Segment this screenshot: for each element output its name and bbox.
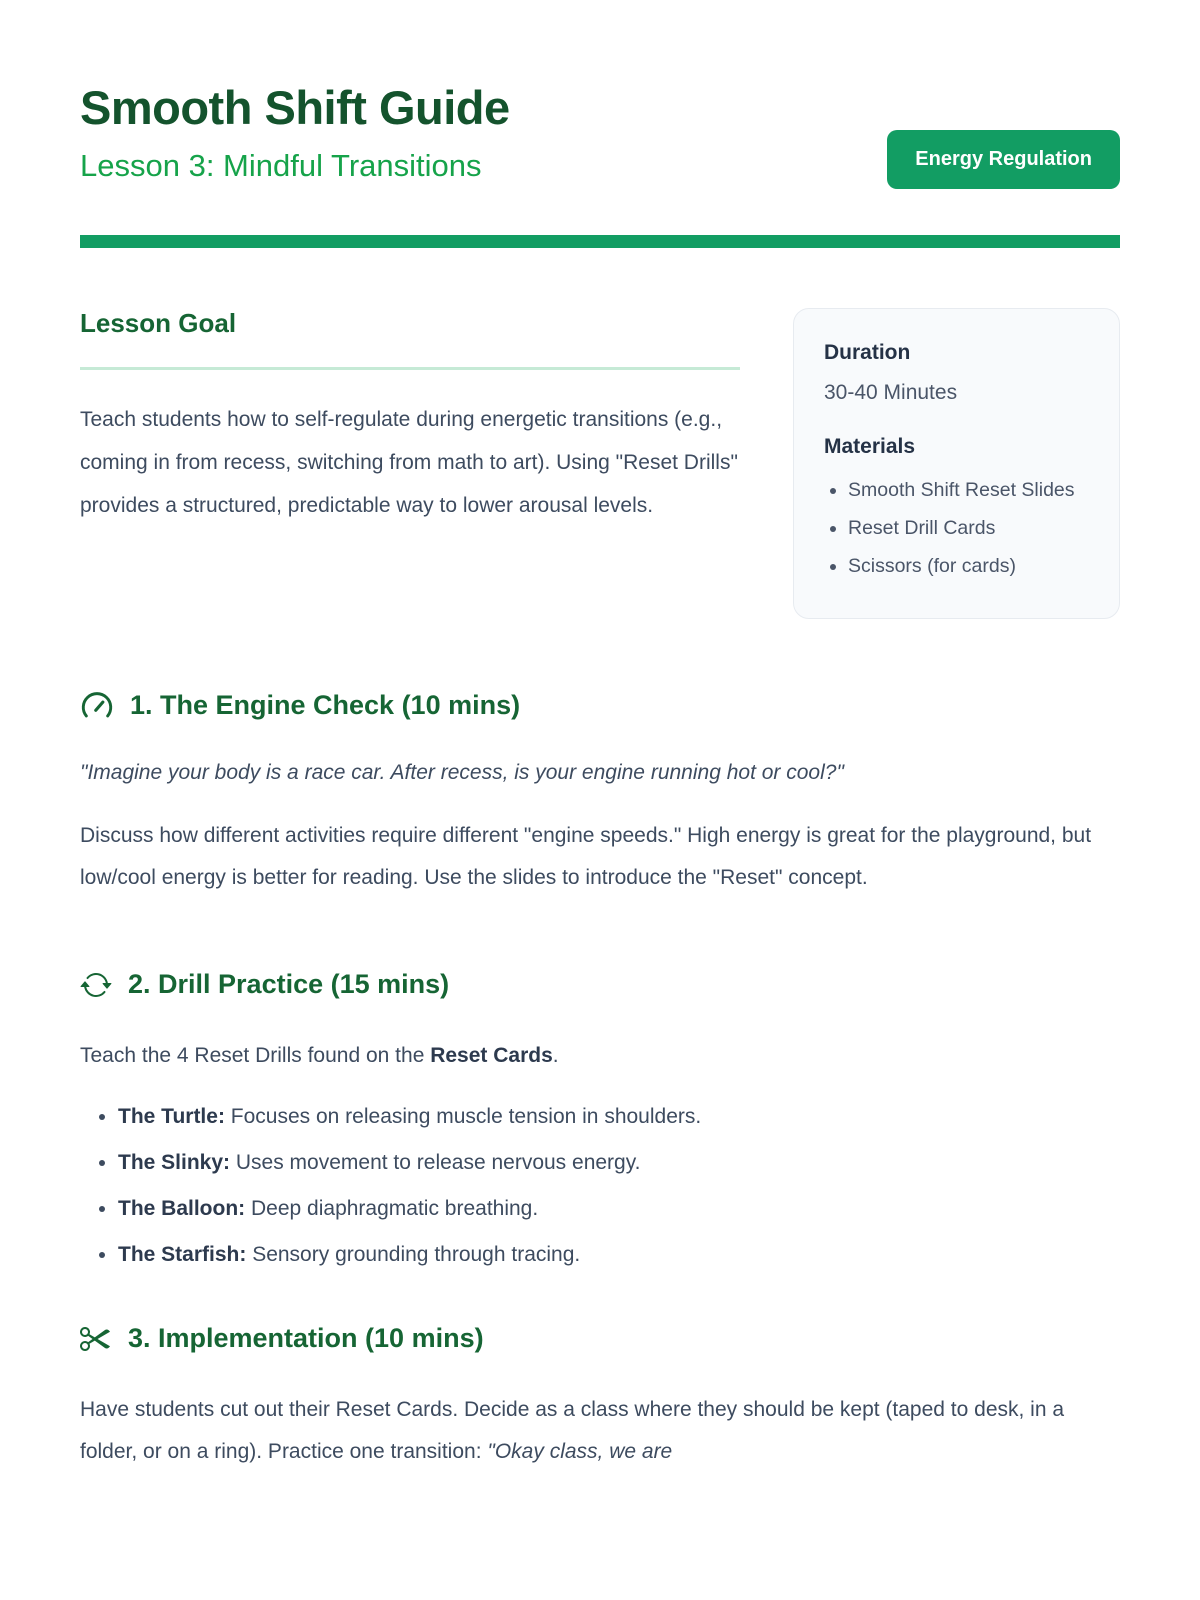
scissors-icon <box>80 1323 112 1355</box>
section-drill-practice <box>80 969 1120 1267</box>
lesson-goal-heading: Lesson Goal <box>80 308 237 338</box>
drill-list <box>80 1105 1120 1267</box>
section-1-heading: 1. The Engine Check (10 mins) <box>130 690 521 721</box>
section-2-heading-row <box>80 969 1120 1001</box>
goal-and-info-row <box>80 308 1120 619</box>
list-item: • The Slinky: Uses movement to release nervous energy. <box>118 1151 1120 1175</box>
section-3-heading: 3. Implementation (10 mins) <box>128 1323 484 1354</box>
header-divider <box>80 235 1120 248</box>
reset-cards-emphasis: Reset Cards <box>430 1043 553 1067</box>
page-subtitle: Lesson 3: Mindful Transitions <box>80 147 482 183</box>
lesson-goal-section <box>80 308 740 527</box>
section-implementation <box>80 1323 1120 1473</box>
info-card <box>793 308 1120 619</box>
section-2-intro: Teach the 4 Reset Drills found on the Reset Cards. <box>80 1043 559 1067</box>
lesson-goal-text: Teach students how to self-regulate during energetic transitions (e.g., coming in from recess, switching from math to art). Using "Reset Drills" provides a structured, predictable way to lower arousal levels. <box>80 408 738 518</box>
section-2-heading: 2. Drill Practice (15 mins) <box>128 969 450 1000</box>
section-3-text: Have students cut out their Reset Cards. Decide as a class where they should be kept (taped to desk, in a folder, or on a ring). Practice one transition: "Okay class, we are <box>80 1397 1065 1463</box>
header-titles <box>80 82 510 184</box>
section-engine-check <box>80 689 1120 899</box>
lesson-goal-underline <box>80 367 740 370</box>
transition-script-quote: "Okay class, we are <box>487 1439 673 1463</box>
list-item: • The Turtle: Focuses on releasing muscle tension in shoulders. <box>118 1105 1120 1129</box>
section-3-heading-row <box>80 1323 1120 1355</box>
materials-list <box>824 475 1089 582</box>
list-item: • Scissors (for cards) <box>848 551 1089 581</box>
list-item: • The Starfish: Sensory grounding through tracing. <box>118 1243 1120 1267</box>
duration-value: 30-40 Minutes <box>824 381 958 404</box>
gauge-icon <box>80 689 114 723</box>
category-badge: Energy Regulation <box>887 130 1120 189</box>
section-1-quote: "Imagine your body is a race car. After recess, is your engine running hot or cool?" <box>80 760 844 784</box>
list-item: • Smooth Shift Reset Slides <box>848 475 1089 505</box>
page-title: Smooth Shift Guide <box>80 81 510 134</box>
list-item: • The Balloon: Deep diaphragmatic breathing. <box>118 1197 1120 1221</box>
list-item: • Reset Drill Cards <box>848 513 1089 543</box>
duration-label: Duration <box>824 341 911 364</box>
materials-label: Materials <box>824 435 916 458</box>
refresh-icon <box>80 969 112 1001</box>
document-header <box>80 82 1120 189</box>
section-1-heading-row <box>80 689 1120 723</box>
section-1-text: Discuss how different activities require different "engine speeds." High energy is great for the playground, but low/cool energy is better for reading. Use the slides to introduce the "Reset" concept. <box>80 823 1092 889</box>
